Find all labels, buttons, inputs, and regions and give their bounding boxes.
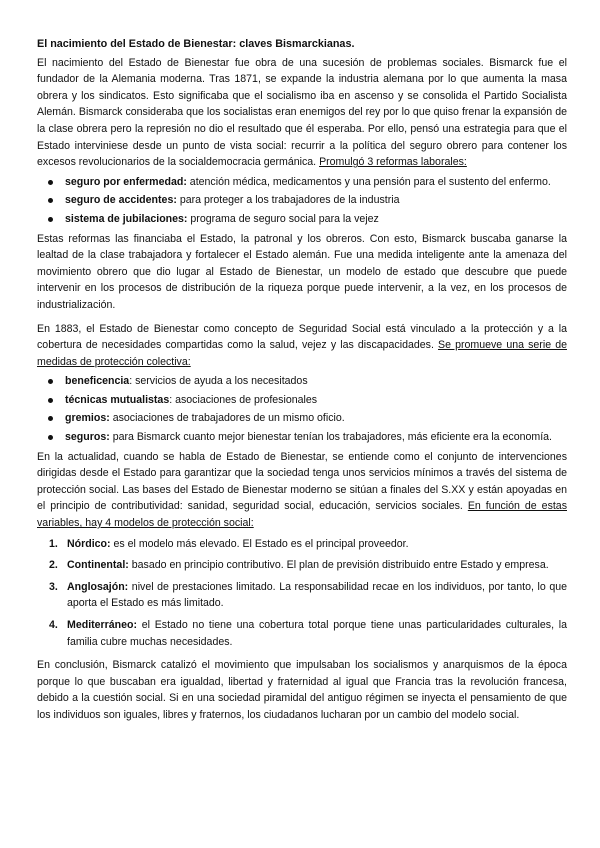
- list-item: [47, 392, 567, 409]
- model-term: Mediterráneo:: [67, 619, 138, 631]
- intro-text: El nacimiento del Estado de Bienestar fue obra de una sucesión de problemas sociales. Bismarck fue el fundador de la Alemania moderna. Tras 1871, se expande la industria alemana por lo que aumenta la masa obrera y los sindicatos. Esto significaba que el socialismo iba en ascenso y se consolida el Partido Socialista Alemán. Bismarck consideraba que los socialistas eran enemigos del rey por lo que quiso frenar la expansión de la clase obrera pero la represión no dio el resultado que él esperaba. Por ello, pensó una estrategia para que el Estado interviniese desde un punto de vista social: recurrir a la política del seguro obrero para contener los excesos revolucionarios de la socialdemocracia germánica.: [37, 56, 567, 169]
- measure-term: beneficencia: [65, 375, 130, 388]
- measure-desc: : asociaciones de profesionales: [169, 393, 318, 406]
- model-term: Anglosajón:: [67, 580, 129, 593]
- model-desc: el Estado no tiene una cobertura total porque tiene unas particularidades culturales, la familia cubre muchas necesidades.: [67, 619, 567, 648]
- list-item: [47, 192, 567, 209]
- model-number: 4.: [49, 619, 58, 631]
- list-item: [49, 617, 567, 650]
- model-desc: nivel de prestaciones limitado. La responsabilidad recae en los individuos, por tanto, lo que aporta el Estado es más limitado.: [67, 580, 567, 610]
- measures-list: [37, 373, 567, 445]
- reform-desc: para proteger a los trabajadores de la industria: [176, 194, 400, 207]
- para4-text: En la actualidad, cuando se habla de Estado de Bienestar, se entiende como el conjunto de intervenciones dirigidas desde el Estado para garantizar que la sociedad tenga unos servicios mínimos a través del sistema de protección social. Las bases del Estado de Bienestar moderno se sitúan a finales del S.XX y están apoyadas en el principio de contributividad: sanidad, seguridad social, educación, servicios sociales.: [37, 450, 567, 513]
- paragraph-1883: [37, 321, 567, 371]
- intro-paragraph: [37, 55, 567, 171]
- measure-term: gremios:: [65, 412, 110, 425]
- measure-desc: : servicios de ayuda a los necesitados: [129, 375, 308, 388]
- model-term: Continental:: [67, 559, 129, 572]
- paragraph-financing: Estas reformas las financiaba el Estado, la patronal y los obreros. Con esto, Bismarck buscaba ganarse la lealtad de la clase trabajadora y fortalecer el Estado alemán. Fue una medida inteligente ante la amenaza del movimiento obrero que dio lugar al Estado de Bienestar, un modelo de estado que descubre que puede intervenir en los procesos de distribución de la riqueza porque puede intervenir, a la vez, en los procesos de industrialización.: [37, 232, 567, 311]
- model-desc: basado en principio contributivo. El plan de previsión distribuido entre Estado y empresa.: [128, 559, 549, 572]
- measure-term: seguros:: [65, 431, 110, 444]
- measure-desc: para Bismarck cuanto mejor bienestar tenían los trabajadores, más eficiente era la economía.: [109, 431, 552, 444]
- reform-term: seguro de accidentes:: [65, 194, 177, 207]
- reforms-list: [37, 174, 567, 228]
- para3-underlined: Se promueve una serie de medidas de protección colectiva:: [37, 339, 567, 368]
- paragraph-actualidad: [37, 449, 567, 532]
- model-number: 3.: [49, 580, 58, 593]
- model-number: 1.: [49, 537, 58, 550]
- list-item: [49, 579, 567, 612]
- document-title: El nacimiento del Estado de Bienestar: claves Bismarckianas.: [37, 38, 355, 50]
- list-item: [49, 557, 567, 574]
- measure-desc: asociaciones de trabajadores de un mismo oficio.: [109, 412, 345, 425]
- list-item: [47, 373, 567, 390]
- para4-underlined: En función de estas variables, hay 4 modelos de protección social:: [37, 500, 567, 530]
- intro-underlined: Promulgó 3 reformas laborales:: [319, 156, 467, 169]
- model-number: 2.: [49, 559, 58, 572]
- model-desc: es el modelo más elevado. El Estado es el principal proveedor.: [110, 537, 409, 550]
- list-item: [47, 174, 567, 191]
- measure-term: técnicas mutualistas: [65, 393, 170, 406]
- reform-term: seguro por enfermedad:: [65, 175, 187, 188]
- reform-term: sistema de jubilaciones:: [65, 212, 188, 225]
- list-item: [49, 536, 567, 553]
- models-list: [37, 536, 567, 651]
- para3-text: En 1883, el Estado de Bienestar como concepto de Seguridad Social está vinculado a la protección y a la cobertura de necesidades compartidas como la salud, vejez y las discapacidades.: [37, 322, 567, 352]
- model-term: Nórdico:: [67, 537, 111, 550]
- conclusion-paragraph: En conclusión, Bismarck catalizó el movimiento que impulsaban los socialismos y anarquismos de la época porque lo que buscaban era igualdad, libertad y fraternidad al igual que Francia tras la revolución francesa, debido a la cuestión social. Si en una sociedad piramidal del antiguo régimen se inyecta el pensamiento de que los individuos son iguales, libres y fraternos, los ciudadanos lucharan por un cambio del modelo social.: [37, 659, 567, 721]
- reform-desc: programa de seguro social para la vejez: [187, 212, 379, 225]
- list-item: [47, 410, 567, 427]
- reform-desc: atención médica, medicamentos y una pensión para el sustento del enfermo.: [186, 175, 551, 188]
- list-item: [47, 429, 567, 446]
- list-item: [47, 211, 567, 228]
